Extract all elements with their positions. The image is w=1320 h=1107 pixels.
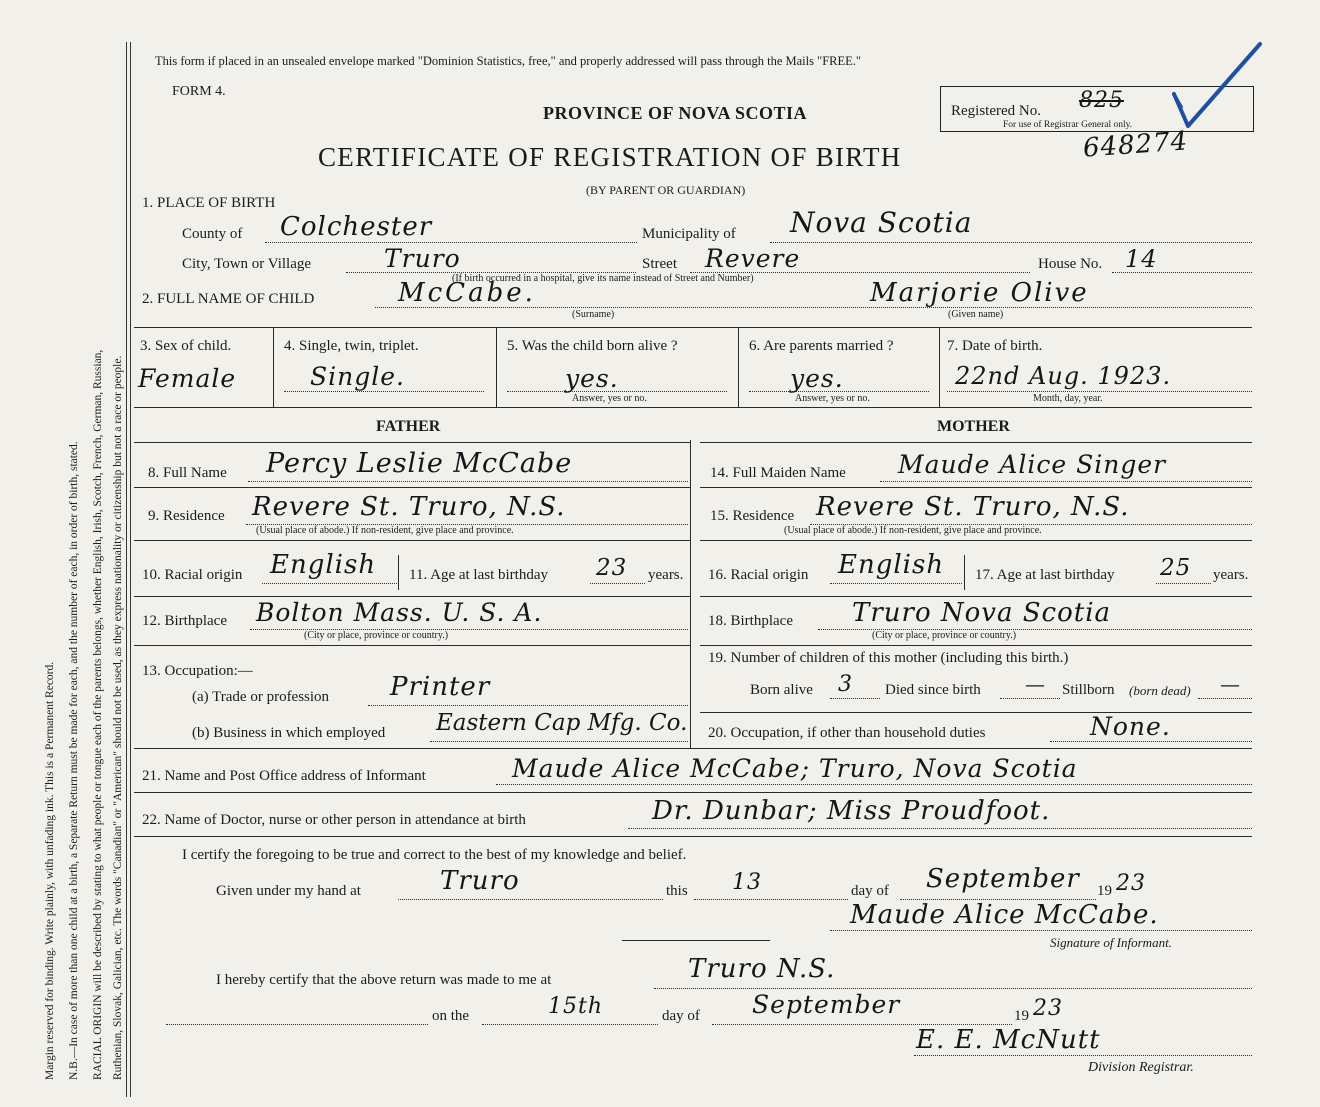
this-label: this	[666, 883, 688, 899]
alive-value: yes.	[565, 364, 619, 393]
registrar-day-value: 15th	[548, 994, 604, 1019]
mother-birthplace-value: Truro Nova Scotia	[852, 598, 1112, 628]
street-value: Revere	[705, 244, 801, 273]
registrar-month-value: September	[752, 990, 901, 1019]
born-alive-value: 3	[838, 672, 853, 697]
single-label: 4. Single, twin, triplet.	[284, 338, 419, 354]
hospital-note: (If birth occurred in a hospital, give its name instead of Street and Number)	[452, 273, 754, 284]
certify-day-value: 13	[732, 870, 762, 895]
father-residence-label: 9. Residence	[148, 508, 225, 524]
mother-birthplace-note: (City or place, province or country.)	[872, 630, 1017, 641]
margin-rule-inner	[130, 42, 131, 1097]
sex-value: Female	[138, 364, 237, 393]
county-label: County of	[182, 226, 243, 242]
registrar-signature-label: Division Registrar.	[1088, 1060, 1194, 1075]
county-value: Colchester	[280, 212, 433, 242]
registration-number: 648274	[1082, 126, 1190, 164]
alive-note: Answer, yes or no.	[572, 393, 647, 404]
margin-note-1: Margin reserved for binding. Write plainly, with unfading ink. This is a Permanent Record.	[44, 661, 56, 1080]
registrar-year-value: 23	[1033, 996, 1063, 1021]
mother-occupation-label: 20. Occupation, if other than household duties	[708, 725, 986, 741]
father-name-value: Percy Leslie McCabe	[266, 448, 573, 479]
certify-day-of-label: day of	[851, 883, 889, 899]
father-heading: FATHER	[376, 418, 441, 435]
alive-label: 5. Was the child born alive ?	[507, 338, 678, 354]
child-name-label: 2. FULL NAME OF CHILD	[142, 291, 315, 307]
father-trade-value: Printer	[390, 672, 491, 702]
page-title: CERTIFICATE OF REGISTRATION OF BIRTH	[318, 142, 902, 172]
certify-statement: I certify the foregoing to be true and correct to the best of my knowledge and belief.	[182, 847, 687, 863]
mother-occupation-value: None.	[1090, 712, 1171, 741]
father-residence-value: Revere St. Truro, N.S.	[252, 492, 566, 522]
house-label: House No.	[1038, 256, 1103, 272]
registered-label: Registered No.	[951, 103, 1041, 119]
margin-note-3: RACIAL ORIGIN will be described by stating to what people or tongue each of the parents belongs, whether English, Irish, Scotch, French, German, Russian,	[92, 349, 104, 1080]
born-alive-label: Born alive	[750, 682, 813, 698]
place-of-birth-label: 1. PLACE OF BIRTH	[142, 195, 276, 211]
mother-racial-value: English	[838, 550, 945, 580]
informant-signature-label: Signature of Informant.	[1050, 935, 1172, 950]
married-label: 6. Are parents married ?	[749, 338, 894, 354]
stillborn-value: —	[1220, 672, 1241, 696]
surname-note: (Surname)	[572, 309, 615, 320]
city-label: City, Town or Village	[182, 256, 312, 272]
mother-name-label: 14. Full Maiden Name	[710, 465, 846, 481]
died-since-birth-label: Died since birth	[885, 682, 981, 698]
father-name-label: 8. Full Name	[148, 465, 227, 481]
father-racial-label: 10. Racial origin	[142, 567, 243, 583]
check-mark-icon	[1160, 36, 1270, 136]
child-given-name: Marjorie Olive	[870, 278, 1089, 308]
single-value: Single.	[310, 362, 405, 391]
married-value: yes.	[790, 364, 844, 393]
house-value: 14	[1125, 245, 1158, 273]
certify-month-value: September	[926, 864, 1080, 894]
stillborn-label: Stillborn	[1062, 682, 1115, 698]
father-business-label: (b) Business in which employed	[192, 725, 386, 741]
father-years: years.	[648, 567, 684, 583]
father-business-value: Eastern Cap Mfg. Co.	[436, 710, 688, 736]
father-racial-value: English	[270, 550, 377, 580]
margin-note-4: Ruthenian, Slovak, Galician, etc. The words "Canadian" or "American" should not be used, as they express nationality or citizenship but not a race or people.	[112, 355, 124, 1080]
mother-age-label: 17. Age at last birthday	[975, 567, 1115, 583]
registrar-note: For use of Registrar General only.	[1003, 120, 1133, 130]
registrar-day-of-label: day of	[662, 1008, 700, 1024]
father-age-value: 23	[596, 555, 628, 581]
informant-label: 21. Name and Post Office address of Informant	[142, 768, 426, 784]
registrar-statement: I hereby certify that the above return was made to me at	[216, 972, 552, 988]
mother-abode-note: (Usual place of abode.) If non-resident, give place and province.	[784, 525, 1042, 536]
registrar-on-the-label: on the	[432, 1008, 470, 1024]
father-birthplace-label: 12. Birthplace	[142, 613, 227, 629]
certify-year-prefix: 19	[1097, 883, 1112, 899]
given-name-note: (Given name)	[948, 309, 1004, 320]
city-value: Truro	[384, 244, 461, 273]
child-surname: McCabe.	[398, 278, 536, 308]
page-subtitle: (BY PARENT OR GUARDIAN)	[586, 183, 746, 197]
certify-year-value: 23	[1116, 871, 1146, 896]
father-occupation-label: 13. Occupation:—	[142, 663, 253, 679]
form-number: FORM 4.	[172, 84, 226, 99]
date-of-birth-value: 22nd Aug. 1923.	[955, 362, 1172, 390]
mother-residence-label: 15. Residence	[710, 508, 795, 524]
informant-value: Maude Alice McCabe; Truro, Nova Scotia	[512, 754, 1078, 783]
registered-struck-number: 825	[1079, 88, 1124, 113]
margin-note-2: N.B.—In case of more than one child at a birth, a Separate Return must be made for each, and the number of each, in order of birth, stated.	[68, 441, 80, 1080]
registrar-signature: E. E. McNutt	[916, 1025, 1101, 1055]
margin-rule	[126, 42, 127, 1097]
mother-birthplace-label: 18. Birthplace	[708, 613, 793, 629]
father-abode-note: (Usual place of abode.) If non-resident, give place and province.	[256, 525, 514, 536]
father-age-label: 11. Age at last birthday	[409, 567, 548, 583]
mother-racial-label: 16. Racial origin	[708, 567, 809, 583]
municipality-label: Municipality of	[642, 226, 736, 242]
mother-name-value: Maude Alice Singer	[898, 450, 1167, 479]
stillborn-note: (born dead)	[1129, 683, 1191, 698]
given-under-label: Given under my hand at	[216, 883, 361, 899]
date-of-birth-label: 7. Date of birth.	[947, 338, 1043, 354]
doctor-label: 22. Name of Doctor, nurse or other person in attendance at birth	[142, 812, 526, 828]
married-note: Answer, yes or no.	[795, 393, 870, 404]
father-trade-label: (a) Trade or profession	[192, 689, 330, 705]
children-count-label: 19. Number of children of this mother (including this birth.)	[708, 650, 1069, 666]
father-birthplace-note: (City or place, province or country.)	[304, 630, 449, 641]
died-since-birth-value: —	[1025, 672, 1046, 696]
mother-heading: MOTHER	[937, 418, 1010, 435]
registrar-year-prefix: 19	[1014, 1008, 1029, 1024]
mother-residence-value: Revere St. Truro, N.S.	[816, 492, 1130, 522]
mother-years: years.	[1213, 567, 1249, 583]
mail-notice: This form if placed in an unsealed envelope marked "Dominion Statistics, free," and properly addressed will pass through the Mails "FREE."	[155, 54, 862, 68]
given-place-value: Truro	[440, 866, 520, 896]
father-birthplace-value: Bolton Mass. U. S. A.	[256, 598, 543, 627]
street-label: Street	[642, 256, 677, 272]
municipality-value: Nova Scotia	[790, 206, 973, 239]
informant-signature: Maude Alice McCabe.	[850, 900, 1159, 930]
doctor-value: Dr. Dunbar; Miss Proudfoot.	[652, 796, 1051, 826]
province-heading: PROVINCE OF NOVA SCOTIA	[543, 103, 808, 123]
mother-age-value: 25	[1160, 555, 1192, 581]
date-note: Month, day, year.	[1033, 393, 1103, 404]
registrar-place-value: Truro N.S.	[688, 954, 836, 984]
sex-label: 3. Sex of child.	[140, 338, 232, 354]
